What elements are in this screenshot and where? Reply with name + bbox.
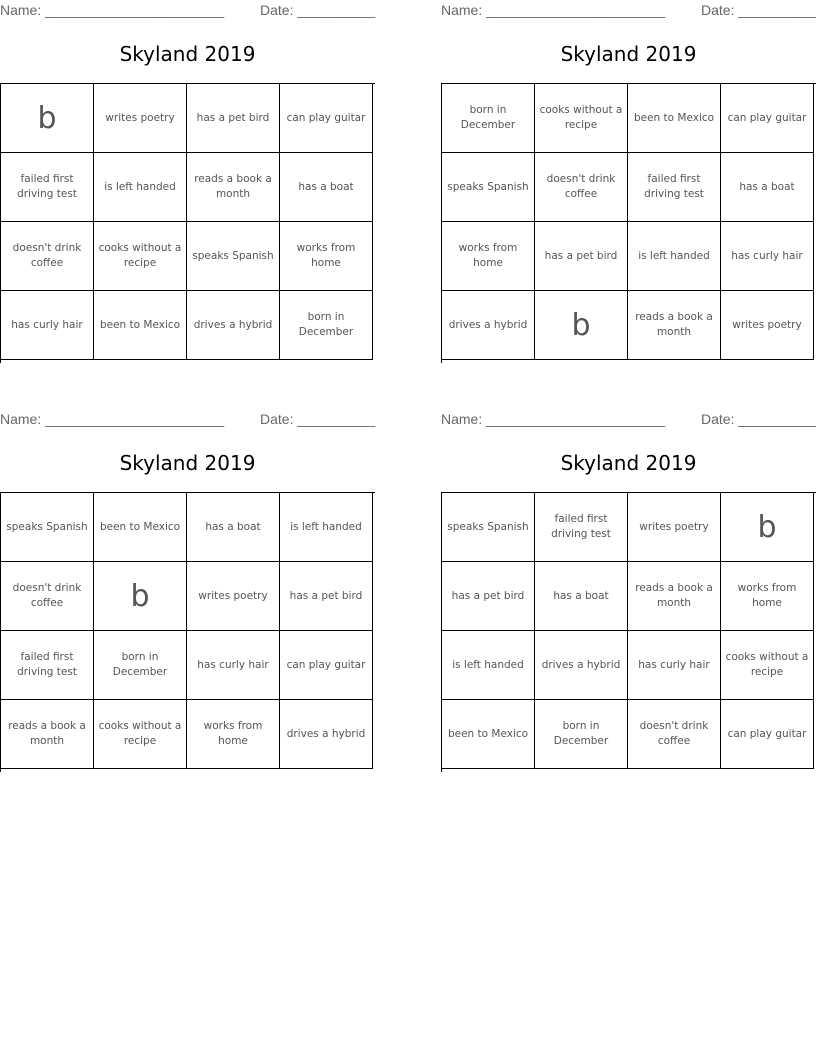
bingo-cell: has a pet bird <box>442 562 535 631</box>
bingo-cell: is left handed <box>94 153 187 222</box>
bingo-cell: has a boat <box>721 153 814 222</box>
bingo-cell: writes poetry <box>94 84 187 153</box>
free-space-cell: b <box>721 493 814 562</box>
bingo-cell: been to Mexico <box>442 700 535 769</box>
date-field: Date: __________ <box>260 411 376 427</box>
bingo-cell: failed first driving test <box>628 153 721 222</box>
card-title: Skyland 2019 <box>119 451 256 475</box>
bingo-cell: has curly hair <box>721 222 814 291</box>
name-field: Name: _______________________ <box>441 2 666 18</box>
bingo-grid <box>0 492 375 772</box>
bingo-cell: has a boat <box>280 153 373 222</box>
bingo-cell: cooks without a recipe <box>94 700 187 769</box>
bingo-cell: speaks Spanish <box>442 153 535 222</box>
bingo-cell: been to Mexico <box>628 84 721 153</box>
bingo-cell: speaks Spanish <box>187 222 280 291</box>
bingo-cell: writes poetry <box>721 291 814 360</box>
free-space-cell: b <box>535 291 628 360</box>
bingo-cell: has a pet bird <box>187 84 280 153</box>
bingo-cell: is left handed <box>280 493 373 562</box>
bingo-cell: writes poetry <box>187 562 280 631</box>
bingo-cell: reads a book a month <box>628 562 721 631</box>
bingo-cell: reads a book a month <box>1 700 94 769</box>
bingo-cell: works from home <box>721 562 814 631</box>
bingo-cell: can play guitar <box>721 84 814 153</box>
bingo-cell: failed first driving test <box>1 631 94 700</box>
name-date-row <box>441 2 816 20</box>
bingo-cell: reads a book a month <box>628 291 721 360</box>
date-field: Date: __________ <box>701 411 816 427</box>
bingo-cell: born in December <box>94 631 187 700</box>
bingo-card <box>0 409 375 774</box>
name-date-row <box>0 2 375 20</box>
date-field: Date: __________ <box>260 2 376 18</box>
name-field: Name: _______________________ <box>0 411 225 427</box>
bingo-cell: drives a hybrid <box>442 291 535 360</box>
bingo-cell: has a boat <box>535 562 628 631</box>
name-date-row <box>0 411 375 429</box>
bingo-cell: speaks Spanish <box>1 493 94 562</box>
card-title: Skyland 2019 <box>119 42 256 66</box>
bingo-cell: doesn't drink coffee <box>1 222 94 291</box>
name-field: Name: _______________________ <box>441 411 666 427</box>
bingo-cell: is left handed <box>628 222 721 291</box>
bingo-cell: drives a hybrid <box>280 700 373 769</box>
bingo-card <box>0 0 375 365</box>
bingo-cell: failed first driving test <box>535 493 628 562</box>
bingo-cell: works from home <box>187 700 280 769</box>
date-field: Date: __________ <box>701 2 816 18</box>
card-title: Skyland 2019 <box>560 42 697 66</box>
bingo-grid <box>441 83 816 363</box>
bingo-cell: can play guitar <box>280 84 373 153</box>
bingo-cell: drives a hybrid <box>187 291 280 360</box>
bingo-cell: speaks Spanish <box>442 493 535 562</box>
bingo-cell: works from home <box>280 222 373 291</box>
bingo-grid <box>441 492 816 772</box>
bingo-cell: failed first driving test <box>1 153 94 222</box>
bingo-cell: doesn't drink coffee <box>628 700 721 769</box>
name-field: Name: _______________________ <box>0 2 225 18</box>
bingo-cell: has a pet bird <box>280 562 373 631</box>
bingo-cell: writes poetry <box>628 493 721 562</box>
bingo-cell: doesn't drink coffee <box>1 562 94 631</box>
bingo-cell: been to Mexico <box>94 291 187 360</box>
card-title: Skyland 2019 <box>560 451 697 475</box>
bingo-cell: drives a hybrid <box>535 631 628 700</box>
bingo-cell: has curly hair <box>1 291 94 360</box>
bingo-cell: reads a book a month <box>187 153 280 222</box>
free-space-cell: b <box>1 84 94 153</box>
bingo-cell: has a boat <box>187 493 280 562</box>
bingo-cell: has curly hair <box>187 631 280 700</box>
bingo-cell: cooks without a recipe <box>535 84 628 153</box>
bingo-cell: doesn't drink coffee <box>535 153 628 222</box>
bingo-cell: born in December <box>535 700 628 769</box>
bingo-cell: been to Mexico <box>94 493 187 562</box>
bingo-cell: born in December <box>442 84 535 153</box>
bingo-grid <box>0 83 375 363</box>
bingo-cell: cooks without a recipe <box>94 222 187 291</box>
bingo-cell: born in December <box>280 291 373 360</box>
bingo-card <box>441 409 816 774</box>
bingo-cell: can play guitar <box>280 631 373 700</box>
bingo-cell: cooks without a recipe <box>721 631 814 700</box>
name-date-row <box>441 411 816 429</box>
bingo-cell: is left handed <box>442 631 535 700</box>
free-space-cell: b <box>94 562 187 631</box>
bingo-cell: can play guitar <box>721 700 814 769</box>
bingo-card <box>441 0 816 365</box>
bingo-cell: works from home <box>442 222 535 291</box>
bingo-cell: has a pet bird <box>535 222 628 291</box>
bingo-cell: has curly hair <box>628 631 721 700</box>
